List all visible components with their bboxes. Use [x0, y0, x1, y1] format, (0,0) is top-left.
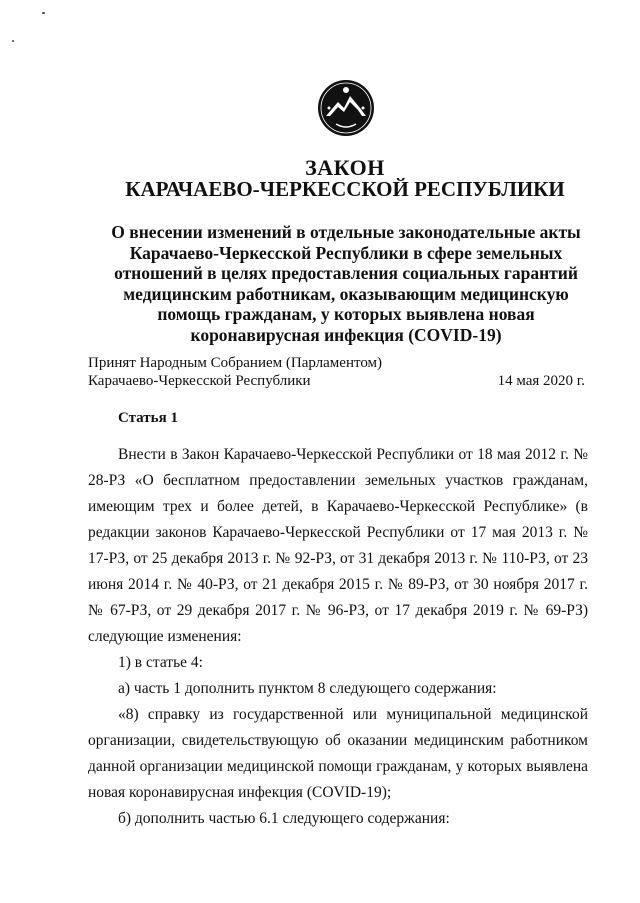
document-subtitle: КАРАЧАЕВО-ЧЕРКЕССКОЙ РЕСПУБЛИКИ [125, 177, 565, 201]
adoption-line-1: Принят Народным Собранием (Парламентом) [88, 355, 383, 371]
document-title: ЗАКОН [305, 155, 385, 180]
adoption-line-2: Карачаево-Черкесской Республики [88, 373, 311, 389]
list-item-1: 1) в статье 4: [118, 654, 203, 671]
scan-speck [12, 40, 14, 42]
adoption-date: 14 мая 2020 г. [497, 373, 585, 389]
list-item-b: б) дополнить частью 6.1 следующего содержания: [118, 810, 450, 827]
coat-of-arms-emblem-icon [316, 78, 376, 138]
list-item-a: а) часть 1 дополнить пунктом 8 следующего содержания: [118, 680, 497, 697]
article-intro-paragraph: Внести в Закон Карачаево-Черкесской Республики от 18 мая 2012 г. № 28-РЗ «О бесплатном предоставлении земельных участков гражданам, имеющим трех и более детей, в Карачаево-Черкесской Республике» (в редакции законов Карачаево-Черкесской Республики от 17 мая 2013 г. № 17-РЗ, от 25 декабря 2013 г. № 92-РЗ, от 31 декабря 2013 г. № 110-РЗ, от 23 июня 2014 г. № 40-РЗ, от 21 декабря 2015 г. № 89-РЗ, от 30 ноября 2017 г. № 67-РЗ, от 29 декабря 2017 г. № 96-РЗ, от 17 декабря 2019 г. № 69-РЗ) следующие изменения: [88, 446, 588, 645]
quoted-point-8: «8) справку из государственной или муниципальной медицинской организации, свидетельствующую об оказании медицинским работником данной организации медицинской помощи гражданам, у которых выявлена новая коронавирусная инфекция (COVID-19); [88, 706, 588, 801]
article-heading: Статья 1 [118, 410, 178, 426]
law-subject-heading: О внесении изменений в отдельные законодательные акты Карачаево-Черкесской Республики в сфере земельных отношений в целях предоставления социальных гарантий медицинским работникам, оказывающим медицинскую помощь гражданам, у которых выявлена новая коронавирусная инфекция (COVID-19) [111, 222, 581, 345]
scan-speck [42, 12, 45, 14]
